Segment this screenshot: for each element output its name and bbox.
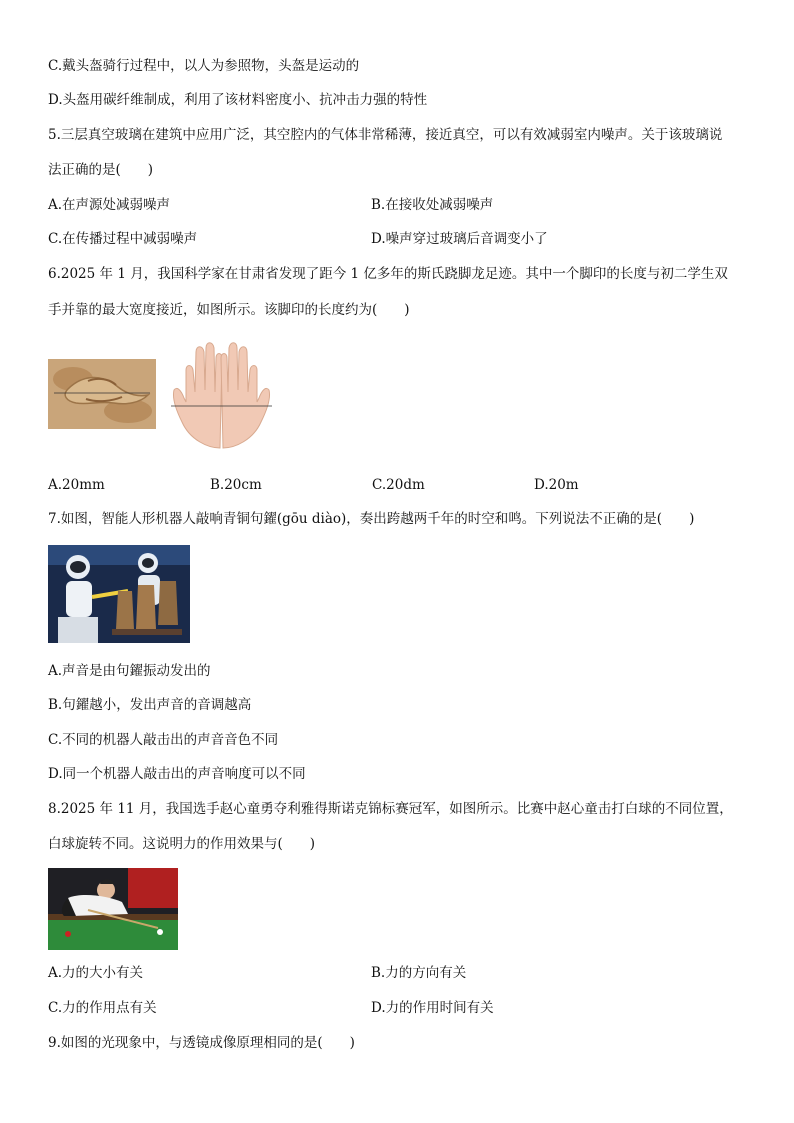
q5-option-d: D.噪声穿过玻璃后音调变小了: [371, 231, 548, 247]
q7-stem: 7.如图，智能人形机器人敲响青铜句鑃(gōu diào)，奏出跨越两千年的时空和鸣。下列说法不正确的是( ): [48, 511, 695, 527]
q6-option-b: B.20cm: [210, 477, 262, 493]
two-hands-image: [168, 340, 275, 452]
q7-option-c: C.不同的机器人敲击出的声音音色不同: [48, 732, 279, 748]
q6-option-d: D.20m: [534, 477, 579, 493]
q8-option-d: D.力的作用时间有关: [371, 1000, 494, 1016]
q5-option-c: C.在传播过程中减弱噪声: [48, 231, 198, 247]
q7-option-a: A.声音是由句鑃振动发出的: [48, 663, 211, 679]
footprint-fossil-image: [48, 359, 156, 429]
q8-option-b: B.力的方向有关: [371, 965, 467, 981]
q8-stem-line1: 8.2025 年 11 月，我国选手赵心童勇夺利雅得斯诺克锦标赛冠军，如图所示。比赛中赵心童击打白球的不同位置，: [48, 801, 733, 817]
q5-option-a: A.在声源处减弱噪声: [48, 197, 171, 213]
q4-option-c: C.戴头盔骑行过程中，以人为参照物，头盔是运动的: [48, 58, 360, 74]
q6-option-a: A.20mm: [48, 477, 105, 493]
q8-option-a: A.力的大小有关: [48, 965, 144, 981]
snooker-player-image: [48, 868, 178, 950]
q7-option-b: B.句鑃越小，发出声音的音调越高: [48, 697, 252, 713]
q6-stem-line1: 6.2025 年 1 月，我国科学家在甘肃省发现了距今 1 亿多年的斯氏跷脚龙足迹。其中一个脚印的长度与初二学生双: [48, 266, 728, 282]
q6-option-c: C.20dm: [372, 477, 425, 493]
q6-stem-line2: 手并靠的最大宽度接近，如图所示。该脚印的长度约为( ): [48, 302, 410, 318]
q8-option-c: C.力的作用点有关: [48, 1000, 157, 1016]
q7-option-d: D.同一个机器人敲击出的声音响度可以不同: [48, 766, 306, 782]
q8-stem-line2: 白球旋转不同。这说明力的作用效果与( ): [48, 836, 316, 852]
q5-stem-line2: 法正确的是( ): [48, 162, 154, 178]
q5-stem-line1: 5.三层真空玻璃在建筑中应用广泛，其空腔内的气体非常稀薄，接近真空，可以有效减弱室内噪声。关于该玻璃说: [48, 127, 723, 143]
q9-stem: 9.如图的光现象中，与透镜成像原理相同的是( ): [48, 1035, 355, 1051]
robot-bells-image: [48, 545, 190, 643]
q4-option-d: D.头盔用碳纤维制成，利用了该材料密度小、抗冲击力强的特性: [48, 92, 428, 108]
q5-option-b: B.在接收处减弱噪声: [371, 197, 494, 213]
